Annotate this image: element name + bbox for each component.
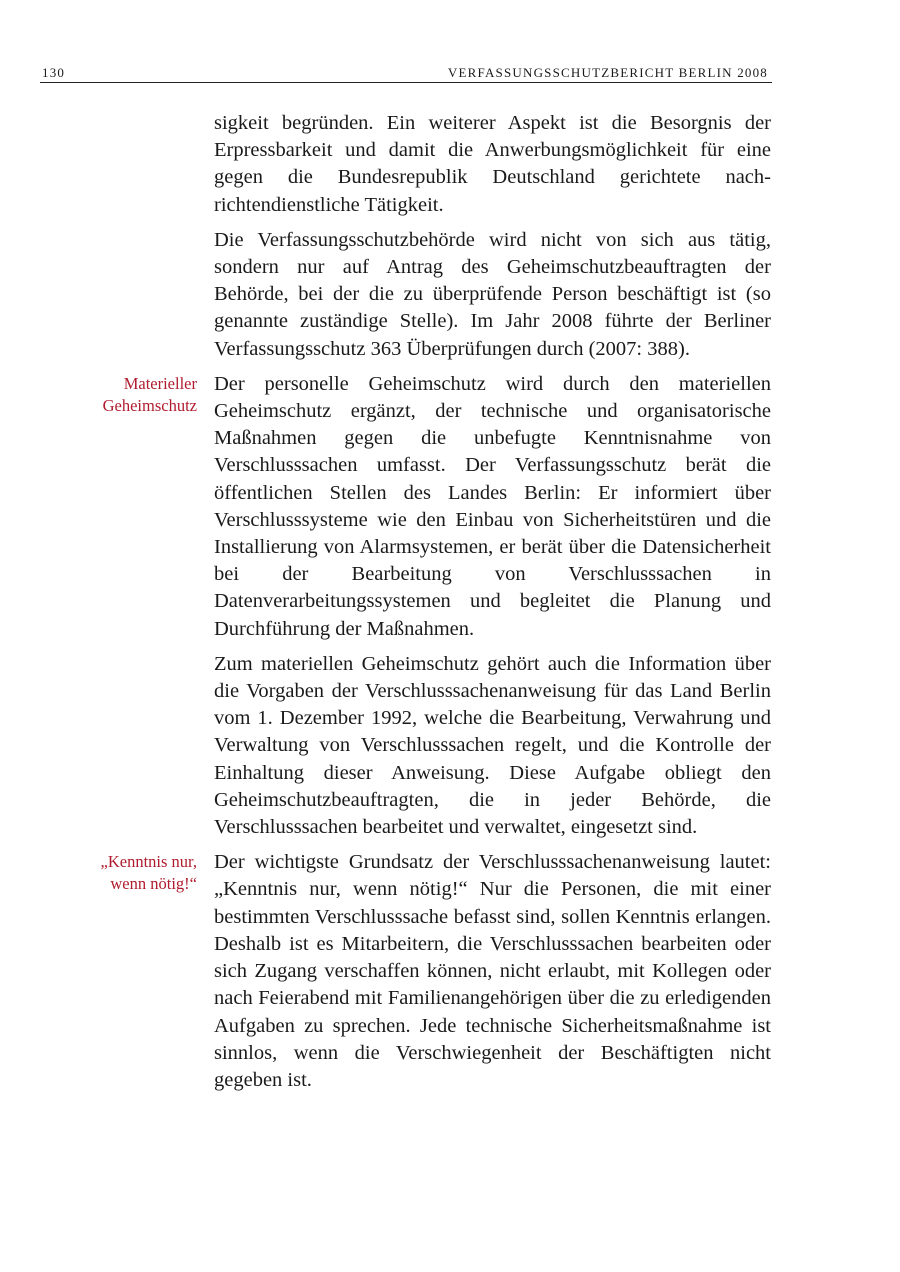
body-text — [100, 110, 771, 1102]
margin-note-line: wenn nötig!“ — [110, 874, 197, 894]
margin-note-line: „Kenntnis nur, — [100, 852, 197, 872]
paragraph-4: Zum materiellen Geheimschutz gehört auch die Information über die Vorgaben der Verschlusssachenanweisung für das Land Berlin vom 1. Dezember 1992, welche die Bearbeitung, Verwahrung und Verwaltung von Verschlusssachen regelt, und die Kontrolle der Einhaltung dieser Anweisung. Diese Aufgabe obliegt den Geheimschutzbeauftragten, die in jeder Behörde, die Verschlusssachen bearbeitet und verwaltet, eingesetzt sind. — [214, 652, 771, 839]
margin-note-kenntnis-nur-wenn-noetig — [57, 851, 197, 895]
margin-note-line: Geheimschutz — [102, 395, 197, 415]
paragraph-2: Die Verfassungsschutzbehörde wird nicht von sich aus tätig, sondern nur auf Antrag des Geheimschutzbeauftragten der Behörde, bei der die zu überprüfende Person beschäftigt ist (so genannte zuständige Stelle). Im Jahr 2008 führte der Berliner Verfassungsschutz 363 Überprüfungen durch (2007: 388). — [214, 228, 771, 360]
paragraph-1: sigkeit begründen. Ein weiterer Aspekt ist die Besorgnis der Erpressbarkeit und damit die Anwerbungsmöglichkeit für eine gegen die Bundesrepublik Deutschland gerichtete nachrichtendienstliche Tätigkeit. — [214, 112, 771, 216]
paragraph-3: Der personelle Geheimschutz wird durch den materiellen Geheimschutz ergänzt, der technische und organisatorische Maßnahmen gegen die unbefugte Kenntnisnahme von Verschlusssachen umfasst. Der Verfassungsschutz berät die öffentlichen Stellen des Landes Berlin: Er informiert über Verschlusssysteme wie den Einbau von Sicherheitstüren und die Installierung von Alarmsystemen, er berät über die Datensicherheit bei der Bearbeitung von Verschlusssachen in Datenverarbeitungssystemen und begleitet die Planung und Durchführung der Maßnahmen. — [214, 372, 771, 640]
paragraph-3-block — [102, 371, 771, 643]
margin-note-materieller-geheimschutz — [57, 373, 197, 417]
running-title: VERFASSUNGSSCHUTZBERICHT BERLIN 2008 — [447, 65, 768, 80]
running-header — [40, 62, 772, 83]
margin-note-line: Materieller — [123, 373, 197, 393]
page-number: 130 — [42, 65, 66, 80]
paragraph-5: Der wichtigste Grundsatz der Verschlusssachenanweisung lautet: „Kenntnis nur, wenn nötig!“ Nur die Personen, die mit einer bestimmten Verschlusssache befasst sind, sollen Kenntnis erlangen. Deshalb ist es Mitarbeitern, die Verschlusssachen bearbeiten oder sich Zugang verschaffen können, nicht erlaubt, mit Kollegen oder nach Feierabend mit Familienangehörigen über die zu erledigenden Aufgaben zu sprechen. Jede technische Sicherheitsmaßnahme ist sinnlos, wenn die Verschwiegenheit der Beschäftigten nicht gegeben ist. — [214, 851, 771, 1091]
paragraph-5-block — [100, 849, 771, 1094]
